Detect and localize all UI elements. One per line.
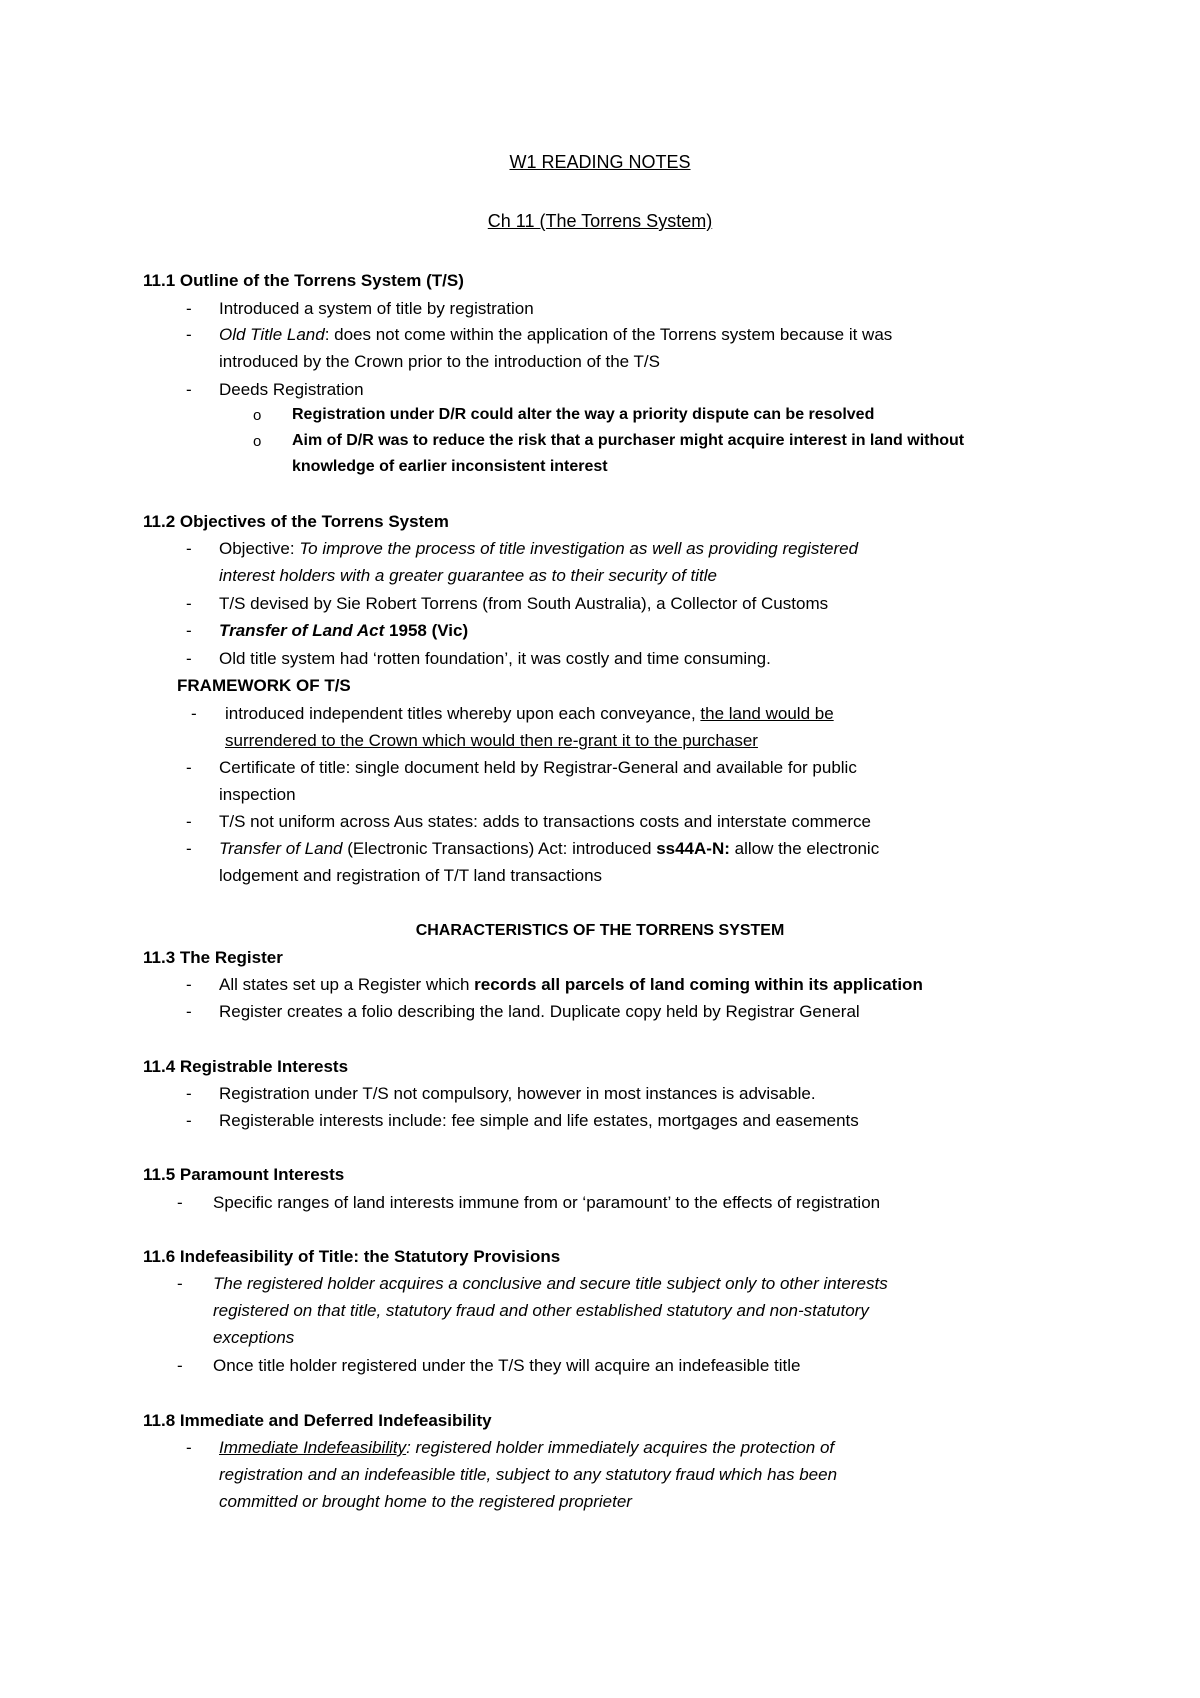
dash-bullet: - [186,758,192,777]
characteristics-heading: CHARACTERISTICS OF THE TORRENS SYSTEM [415,922,785,939]
framework-heading: FRAMEWORK OF T/S [177,676,351,695]
list-item: Certificate of title: single document held by Registrar-General and available for public [219,758,857,777]
list-item [219,324,892,346]
sub-list-item: Registration under D/R could alter the way a priority dispute can be resolved [292,406,875,423]
list-item [219,538,858,560]
list-item-continuation: surrendered to the Crown which would then re-grant it to the purchaser [225,731,758,750]
list-item: Deeds Registration [219,380,364,399]
list-item: The registered holder acquires a conclusive and secure title subject only to other interests [213,1274,888,1293]
chapter-title: Ch 11 (The Torrens System) [487,211,713,231]
dash-bullet: - [186,325,192,344]
circle-bullet: o [253,407,262,424]
dash-bullet: - [186,1111,192,1130]
list-item-continuation: exceptions [213,1328,295,1347]
list-item: Old title system had ‘rotten foundation’, it was costly and time consuming. [219,649,771,668]
dash-bullet: - [186,812,192,831]
underlined-term: Immediate Indefeasibility [219,1438,407,1457]
list-item [225,703,834,725]
list-item: Introduced a system of title by registration [219,299,534,318]
list-item [219,1437,834,1459]
dash-bullet: - [186,299,192,318]
list-item: Registration under T/S not compulsory, however in most instances is advisable. [219,1084,816,1103]
italic-text: To improve the process of title investigation as well as providing registered [299,539,859,558]
list-item: Register creates a folio describing the land. Duplicate copy held by Registrar General [219,1002,860,1021]
list-item-continuation: lodgement and registration of T/T land transactions [219,866,603,885]
sub-list-item: Aim of D/R was to reduce the risk that a purchaser might acquire interest in land without [292,432,965,449]
dash-bullet: - [177,1274,183,1293]
list-item-text: (Electronic Transactions) Act: introduced [342,839,657,858]
list-item [219,620,468,642]
bold-text: records all parcels of land coming within its application [474,975,923,994]
list-item-continuation: registered on that title, statutory fraud and other established statutory and non-statutory [213,1301,869,1320]
section-heading-11-2: 11.2 Objectives of the Torrens System [143,512,449,531]
list-item [219,974,923,996]
dash-bullet: - [186,539,192,558]
list-item-text: 1958 (Vic) [384,621,469,640]
dash-bullet: - [186,1438,192,1457]
list-item-text: Objective: [219,539,300,558]
list-item-continuation: inspection [219,785,296,804]
italic-term: Transfer of Land [219,839,343,858]
list-item-continuation: registration and an indefeasible title, subject to any statutory fraud which has been [219,1465,838,1484]
dash-bullet: - [177,1356,183,1375]
list-item [219,838,879,860]
list-item-text: introduced independent titles whereby upon each conveyance, [225,704,701,723]
list-item: T/S not uniform across Aus states: adds to transactions costs and interstate commerce [219,812,871,831]
list-item-text: allow the electronic [729,839,880,858]
section-heading-11-8: 11.8 Immediate and Deferred Indefeasibility [143,1411,492,1430]
section-heading-11-6: 11.6 Indefeasibility of Title: the Statutory Provisions [143,1247,561,1266]
list-item-text: : does not come within the application of the Torrens system because it was [324,325,893,344]
italic-term: Transfer of Land Act [219,621,385,640]
dash-bullet: - [186,649,192,668]
dash-bullet: - [177,1193,183,1212]
dash-bullet: - [186,380,192,399]
list-item-continuation: committed or brought home to the registered proprieter [219,1492,632,1511]
list-item: Once title holder registered under the T/S they will acquire an indefeasible title [213,1356,801,1375]
list-item-continuation: interest holders with a greater guarantee as to their security of title [219,566,717,585]
list-item: T/S devised by Sie Robert Torrens (from South Australia), a Collector of Customs [219,594,829,613]
underlined-text: the land would be [700,704,834,723]
dash-bullet: - [186,839,192,858]
section-heading-11-1: 11.1 Outline of the Torrens System (T/S) [143,271,464,290]
dash-bullet: - [186,1002,192,1021]
circle-bullet: o [253,433,262,450]
section-heading-11-5: 11.5 Paramount Interests [143,1165,345,1184]
section-heading-11-3: 11.3 The Register [143,948,283,967]
list-item: Specific ranges of land interests immune from or ‘paramount’ to the effects of registration [213,1193,881,1212]
dash-bullet: - [186,975,192,994]
section-heading-11-4: 11.4 Registrable Interests [143,1057,349,1076]
dash-bullet: - [186,594,192,613]
sub-list-item-continuation: knowledge of earlier inconsistent interest [292,458,608,475]
italic-term: Old Title Land [219,325,325,344]
page-title: W1 READING NOTES [509,152,691,172]
list-item-text: All states set up a Register which [219,975,475,994]
dash-bullet: - [191,704,197,723]
list-item-text: : registered holder immediately acquires the protection of [406,1438,835,1457]
list-item: Registerable interests include: fee simple and life estates, mortgages and easements [219,1111,859,1130]
dash-bullet: - [186,1084,192,1103]
bold-text: ss44A-N: [656,839,730,858]
list-item-continuation: introduced by the Crown prior to the introduction of the T/S [219,352,660,371]
dash-bullet: - [186,621,192,640]
